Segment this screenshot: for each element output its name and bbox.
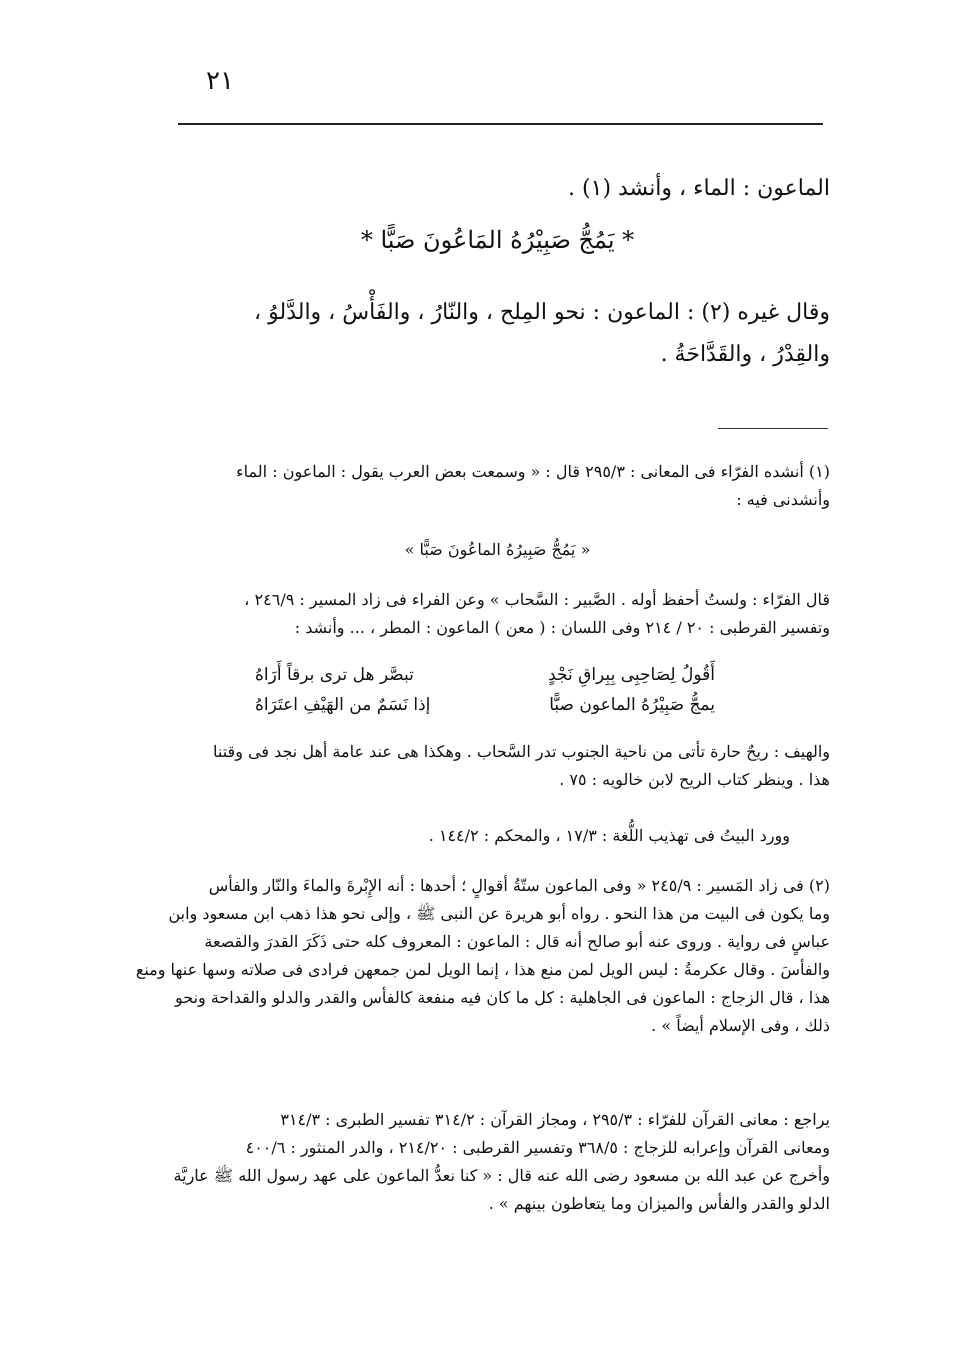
footnote-1-hayf-note: والهيف : ريحٌ حارة تأتى من ناحية الجنوب تدر السَّحاب . وهكذا هى عند عامة أهل نجد فى وقتنا هذا . وينظر كتاب الريح لابن خالويه : ٧٥ . <box>213 742 830 789</box>
footnote-1-continuation: قال الفرّاء : ولستُ أحفظ أوله . الصَّبير : السَّحاب » وعن الفراء فى زاد المسير : ٢٤٦/٩ ، وتفسير القرطبى : ٢٠ / ٢١٤ وفى اللسان : ( معن ) الماعون : المطر ، ... وأنشد : <box>244 590 830 637</box>
footnote-separator <box>718 428 828 429</box>
footnote-2-references: يراجع : معانى القرآن للفرّاء : ٢٩٥/٣ ، ومجاز القرآن : ٣١٤/٢ تفسير الطبرى : ٣١٤/٣ ومعانى القرآن وإعرابه للزجاج : ٣٦٨/٥ وتفسير القرطبى : ٢١٤/٢٠ ، والدر المنثور : ٤٠٠/٦ وأخرج عن عبد الله بن مسعود رضى الله عنه قال : « كنا نعدُّ الماعون على عهد رسول الله ﷺ عاريَّة الدلو والقدر والفأس والميزان وما يتعاطون بينهم » . <box>173 1110 830 1213</box>
footnote-1-sources: وورد البيتُ فى تهذيب اللُّغة : ١٧/٣ ، والمحكم : ١٤٤/٢ . <box>428 826 790 845</box>
footnote-1-poem <box>255 660 715 720</box>
poem-hemistich-left: تبصَّر هل ترى برقاً أَرَاهُ <box>255 665 414 685</box>
main-text-line-3: والقِدْرُ ، والقَدَّاحَةُ . <box>660 342 830 367</box>
poem-hemistich-right: أَقُولُ لِصَاحِبِى بِبِراقِ نَجْدٍ <box>548 665 715 685</box>
footnote-1-verse: « يَمُجُّ صَبِيرُهُ الماعُونَ صَبًّا » <box>404 540 591 559</box>
main-text-paragraph <box>165 296 830 372</box>
poem-line <box>255 660 715 690</box>
poem-hemistich-right: يمجُّ صَبِيْرُهُ الماعون صبًّا <box>549 695 715 715</box>
page-number: ٢١ <box>206 66 234 96</box>
footnote-2: (٢) فى زاد المَسير : ٢٤٥/٩ « وفى الماعون ستّةُ أقوالٍ ؛ أحدها : أنه الإِبْرةَ والماءَ والنّار والفأس وما يكون فى البيت من هذا النحو . رواه أبو هريرة عن النبى ﷺ ، وإلى نحو هذا ذهب ابن مسعود وابن عباسٍ فى رواية . وروى عنه أبو صالح أنه قال : الماعون : المعروف كله حتى ذَكَرَ القدرَ والقصعة والفأسَ . وقال عكرمةُ : ليس الويل لمن منع هذا ، إنما الويل لمن جمعهن فرادى فى صلاته وسها عنها ومنع هذا ، قال الزجاج : الماعون فى الجاهلية : كل ما كان فيه منفعة كالفأس والقدر والدلو والقداحة ونحو ذلك ، وفى الإسلام أيضاً » . <box>135 876 830 1035</box>
poem-hemistich-left: إذا نَسَمٌ من الهَيْفِ اعتَرَاهُ <box>255 695 431 715</box>
poem-line <box>255 690 715 720</box>
footnote-1: (١) أنشده الفرّاء فى المعانى : ٢٩٥/٣ قال : « وسمعت بعض العرب يقول : الماعون : الماء وأنشدنى فيه : <box>236 462 830 509</box>
main-text-line-2: وقال غيره (٢) : الماعون : نحو المِلح ، والنّارُ ، والفَأْسُ ، والدَّلوُ ، <box>254 300 830 325</box>
header-rule <box>178 123 823 125</box>
main-verse: * يَمُجُّ صَبِيْرُهُ المَاعُونَ صَبًّا * <box>360 226 635 254</box>
main-text-line-1: الماعون : الماء ، وأنشد (١) . <box>568 176 830 201</box>
